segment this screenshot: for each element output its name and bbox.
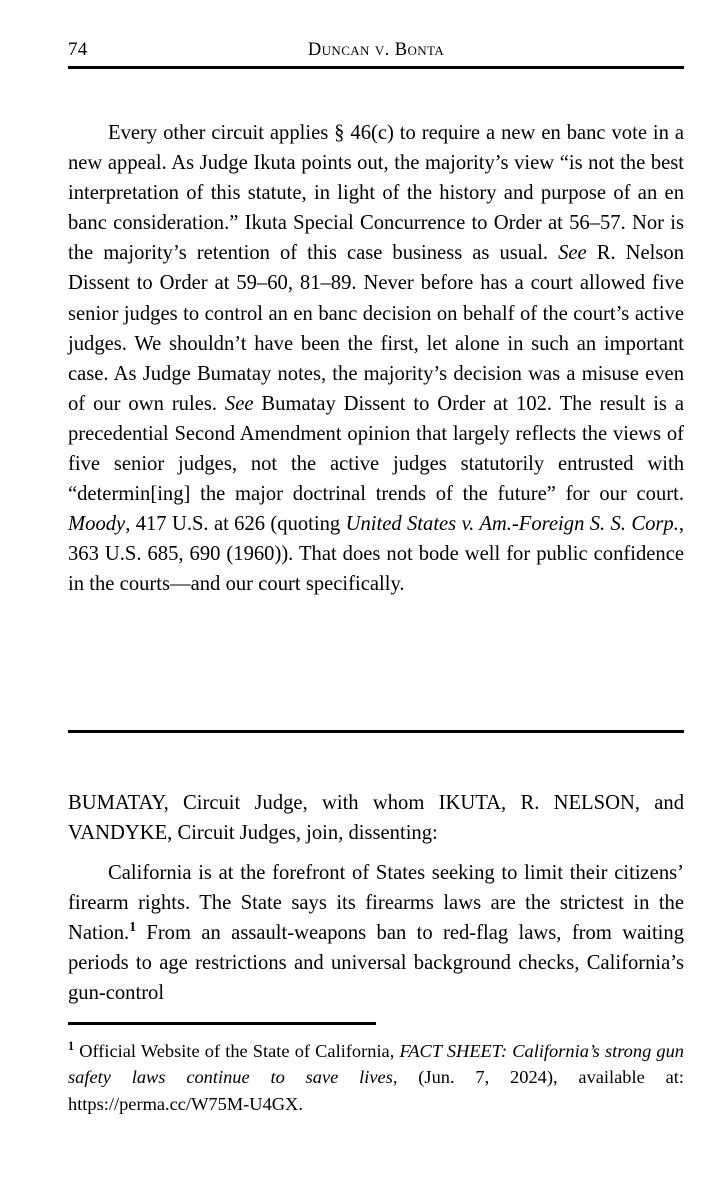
footnote-source-title: FACT SHEET: California’s strong gun safety laws continue to save lives — [68, 1041, 684, 1088]
dissent-heading-block — [68, 788, 684, 848]
footnote-separator-rule — [68, 1022, 376, 1025]
paragraph-text-after-see-1: R. Nelson Dissent to Order at 59–60, 81–89. Never before has a court allowed five senior judges to control an en banc decision on behalf of the court’s active judges. We shouldn’t have been the first, let alone in such an important case. As Judge Bumatay notes, the majority’s decision was a misuse even of our own rules. — [68, 242, 684, 415]
dissent-heading: BUMATAY, Circuit Judge, with whom IKUTA, R. NELSON, and VANDYKE, Circuit Judges, join, dissenting: — [68, 792, 684, 845]
citation-detail-2: , 363 U.S. 685, 690 (1960)). That does not bode well for public confidence in the courts—and our court specifically. — [68, 513, 684, 596]
running-head-case-name: Duncan v. Bonta — [307, 40, 445, 60]
footnote-block — [68, 1038, 684, 1117]
paragraph-text-after-see-2: Bumatay Dissent to Order at 102. The result is a precedential Second Amendment opinion that largely reflects the views of five senior judges, not the active judges statutorily entrusted with “determin[ing] the major doctrinal trends of the future” for our court. — [68, 392, 684, 506]
dissent-paragraph-block — [68, 858, 684, 1008]
header-rule — [68, 66, 684, 69]
running-head — [68, 38, 684, 64]
footnote-number: 1 — [68, 1038, 75, 1053]
section-divider-rule — [68, 730, 684, 733]
case-citation-moody: Moody — [68, 513, 126, 536]
dissent-text-before-footnote: California is at the forefront of States seeking to limit their citizens’ firearm rights. The State says its firearms laws are the strictest in the Nation. — [68, 862, 684, 945]
footnote-reference-marker[interactable]: 1 — [129, 919, 136, 935]
signal-see-2: See — [224, 392, 254, 415]
citation-detail-1: , 417 U.S. at 626 (quoting — [125, 513, 346, 536]
paragraph-concurrence-closing — [68, 118, 684, 600]
case-citation-united-states-v-am-foreign: United States v. Am.-Foreign S. S. Corp. — [345, 513, 679, 536]
footnote-1 — [68, 1038, 684, 1117]
dissent-text-after-footnote: From an assault-weapons ban to red-flag laws, from waiting periods to age restrictions and universal background checks, California’s gun-control — [68, 922, 684, 1005]
page-number: 74 — [68, 39, 88, 60]
footnote-text-before-title: Official Website of the State of California, — [74, 1041, 400, 1061]
paragraph-text-lead: Every other circuit applies § 46(c) to require a new en banc vote in a new appeal. As Judge Ikuta points out, the majority’s view “is not the best interpretation of this statute, in light of the history and purpose of an en banc consideration.” Ikuta Special Concurrence to Order at 56–57. Nor is the majority’s retention of this case business as usual. — [68, 122, 684, 265]
footnote-text-after-title: , (Jun. 7, 2024), available at: https://perma.cc/W75M-U4GX. — [68, 1067, 684, 1114]
opinion-paragraph-block — [68, 118, 684, 600]
signal-see-1: See — [558, 242, 587, 265]
paragraph-dissent-opening — [68, 858, 684, 1008]
